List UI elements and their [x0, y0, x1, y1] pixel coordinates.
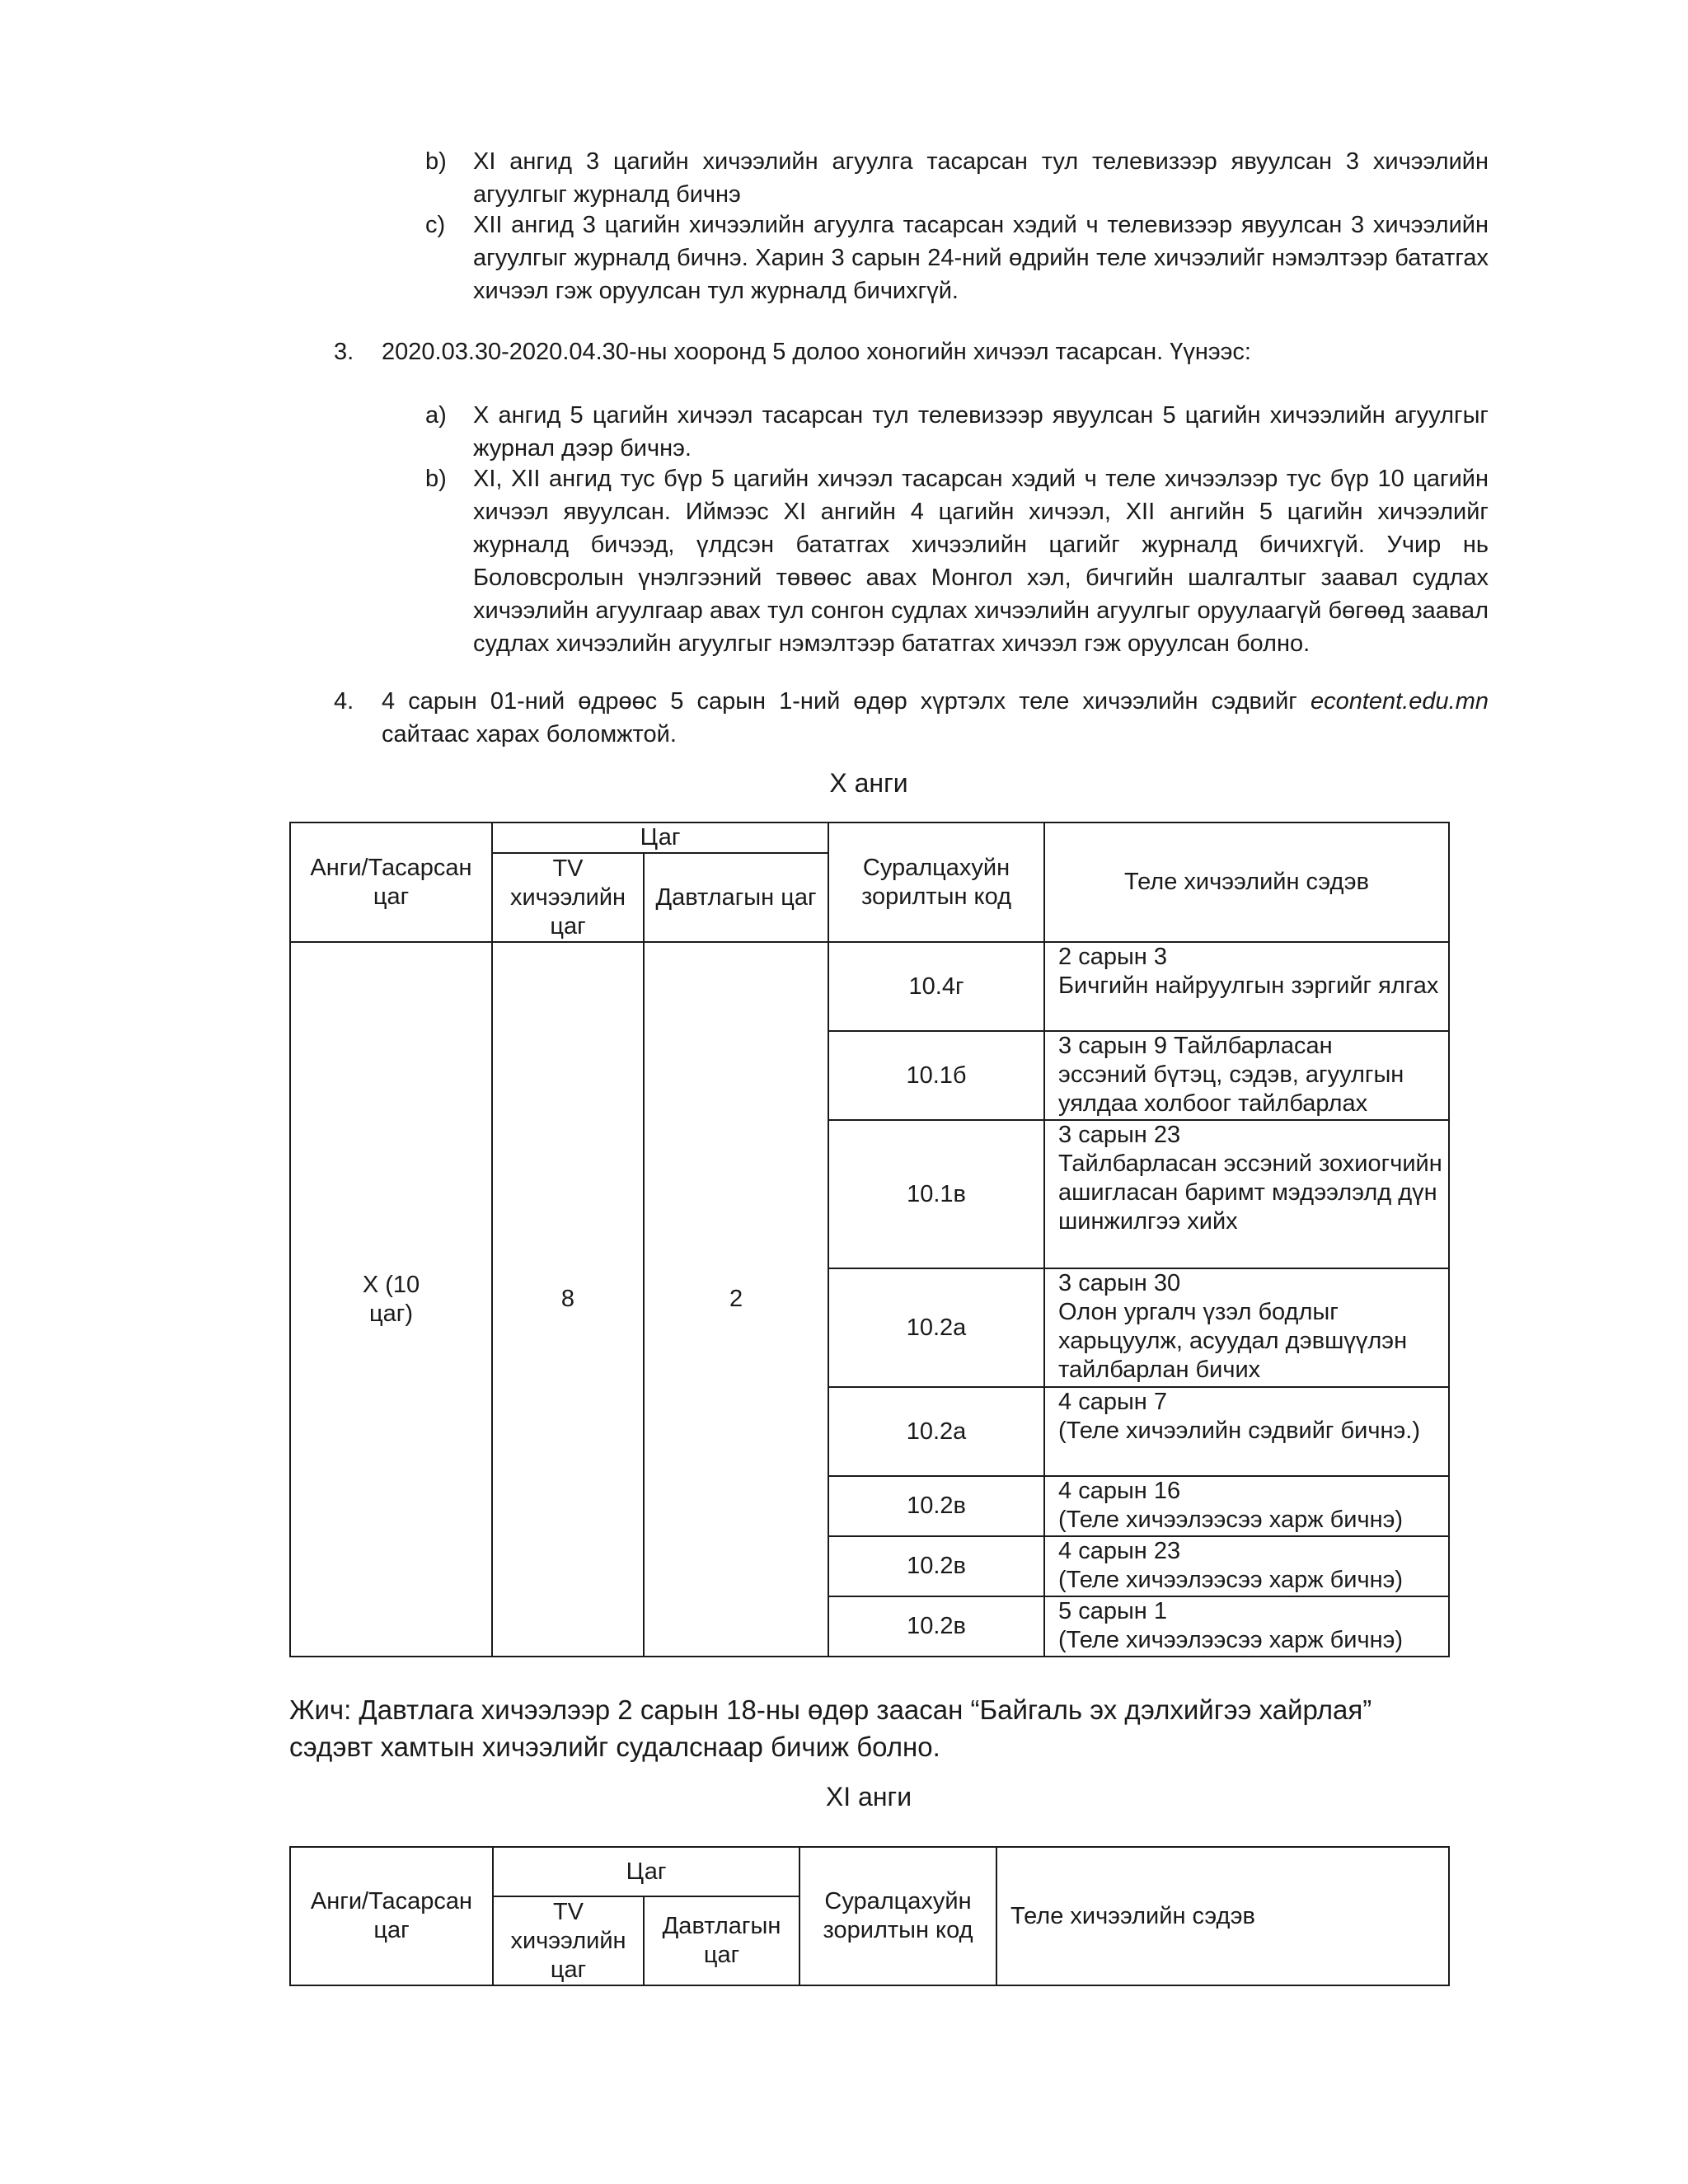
list-marker: 4. [334, 688, 354, 715]
topic-date: 3 сарын 9 Тайлбарласан [1058, 1033, 1333, 1059]
table-row [290, 942, 1449, 1031]
numbered-item-3 [334, 335, 1489, 368]
cell-review: 2 [644, 942, 828, 1657]
topic-text: Олон ургалч үзэл бодлыг харьцуулж, асуудал дэвшүүлэн тайлбарлан бичих [1058, 1299, 1408, 1383]
cell-code: 10.4г [828, 942, 1044, 1031]
list-item-text: XII ангид 3 цагийн хичээлийн агуулга тасарсан хэдий ч телевизээр явуулсан 3 хичээлийн агуулгыг журналд бичнэ. Харин 3 сарын 24-ний өдрийн теле хичээлийг нэмэлтээр бататгах хичээл гэж оруулсан тул журналд бичихгүй. [473, 212, 1489, 304]
topic-date: 3 сарын 30 [1058, 1270, 1181, 1296]
header-code: Суралцахуйн зорилтын код [799, 1847, 996, 1985]
topic-text: (Теле хичээлээсээ харж бичнэ) [1058, 1567, 1404, 1593]
cell-topic [1044, 1536, 1449, 1596]
note-text: Жич: Давтлага хичээлээр 2 сарын 18-ны өдөр заасан “Байгаль эх дэлхийгээ хайрлая” сэдэвт хамтын хичээлийг судалснаар бичиж болно. [289, 1694, 1372, 1762]
cell-class: X (10 цаг) [290, 942, 492, 1657]
header-review: Давтлагын цаг [644, 1896, 799, 1985]
cell-code: 10.2а [828, 1387, 1044, 1476]
cell-topic [1044, 1387, 1449, 1476]
list-item-3b [425, 462, 1489, 660]
header-code: Суралцахуйн зорилтын код [828, 823, 1044, 942]
list-marker: c) [425, 212, 446, 238]
cell-topic [1044, 942, 1449, 1031]
item4-text-after: сайтаас харах боломжтой. [382, 721, 677, 748]
cell-topic [1044, 1120, 1449, 1268]
cell-code: 10.1в [828, 1120, 1044, 1268]
list-item-text: XI ангид 3 цагийн хичээлийн агуулга тасарсан тул телевизээр явуулсан 3 хичээлийн агуулгыг журналд бичнэ [473, 148, 1489, 208]
list-item-b [425, 145, 1489, 211]
table-header-row [290, 1847, 1449, 1896]
topic-date: 4 сарын 16 [1058, 1478, 1181, 1504]
topic-text: (Теле хичээлээсээ харж бичнэ) [1058, 1627, 1404, 1653]
header-topic: Теле хичээлийн сэдэв [1044, 823, 1449, 942]
item4-text-before: 4 сарын 01-ний өдрөөс 5 сарын 1-ний өдөр хүртэлх теле хичээлийн сэдвийг [382, 688, 1311, 715]
cell-topic [1044, 1476, 1449, 1536]
list-item-text: X ангид 5 цагийн хичээл тасарсан тул телевизээр явуулсан 5 цагийн хичээлийн агуулгыг журнал дээр бичнэ. [473, 402, 1489, 462]
header-hours: Цаг [492, 823, 828, 853]
list-item-c [425, 209, 1489, 307]
list-marker: b) [425, 466, 447, 492]
topic-date: 3 сарын 23 [1058, 1122, 1181, 1148]
numbered-item-4 [334, 685, 1489, 751]
header-hours: Цаг [493, 1847, 799, 1896]
cell-tv: 8 [492, 942, 644, 1657]
table-x-caption: X анги [829, 768, 908, 798]
list-item-text: XI, XII ангид тус бүр 5 цагийн хичээл тасарсан хэдий ч теле хичээлээр тус бүр 10 цагийн хичээл явуулсан. Иймээс XI ангийн 4 цагийн хичээл, XII ангийн 5 цагийн хичээлийг журналд бичээд, үлдсэн бататгах хичээлийн цагийг журналд бичихгүй. Учир нь Боловсролын үнэлгээний төвөөс авах Монгол хэл, бичгийн шалгалтыг заавал судлах хичээлийн агуулгаар авах тул сонгон судлах хичээлийн агуулгыг оруулаагүй бөгөөд заавал судлах хичээлийн агуулгыг нэмэлтээр бататгах хичээл гэж оруулсан болно. [473, 466, 1489, 657]
topic-date: 2 сарын 3 [1058, 944, 1168, 970]
cell-topic [1044, 1268, 1449, 1387]
cell-code: 10.2в [828, 1476, 1044, 1536]
list-marker: b) [425, 148, 447, 175]
econtent-link[interactable]: econtent.edu.mn [1310, 688, 1489, 715]
cell-topic [1044, 1031, 1449, 1120]
topic-text: (Теле хичээлээсээ харж бичнэ) [1058, 1507, 1404, 1533]
header-review: Давтлагын цаг [644, 853, 828, 942]
table-header-row [290, 823, 1449, 853]
header-tv: TV хичээлийн цаг [492, 853, 644, 942]
topic-date: 4 сарын 23 [1058, 1538, 1181, 1564]
table-xi-caption: XI анги [825, 1782, 912, 1811]
header-topic: Теле хичээлийн сэдэв [996, 1847, 1449, 1985]
topic-text: Тайлбарласан эссэний зохиогчийн ашигласан баримт мэдээлэлд дүн шинжилгээ хийх [1058, 1151, 1442, 1235]
topic-text: Бичгийн найруулгын зэргийг ялгах [1058, 972, 1439, 999]
cell-code: 10.2в [828, 1596, 1044, 1657]
list-item-text [382, 685, 1489, 751]
topic-date: 4 сарын 7 [1058, 1389, 1168, 1415]
header-tv: TV хичээлийн цаг [493, 1896, 644, 1985]
topic-text: (Теле хичээлийн сэдвийг бичнэ.) [1058, 1418, 1420, 1444]
cell-code: 10.2а [828, 1268, 1044, 1387]
header-class: Анги/Тасарсан цаг [290, 1847, 493, 1985]
table-x [289, 822, 1450, 1657]
header-class: Анги/Тасарсан цаг [290, 823, 492, 942]
table-xi [289, 1846, 1450, 1986]
list-item-3a [425, 399, 1489, 465]
cell-code: 10.1б [828, 1031, 1044, 1120]
topic-date: 5 сарын 1 [1058, 1598, 1168, 1624]
list-marker: a) [425, 402, 447, 429]
topic-text: эссэний бүтэц, сэдэв, агуулгын уялдаа холбоог тайлбарлах [1058, 1062, 1404, 1117]
cell-topic [1044, 1596, 1449, 1657]
cell-code: 10.2в [828, 1536, 1044, 1596]
list-marker: 3. [334, 339, 354, 365]
list-item-text: 2020.03.30-2020.04.30-ны хооронд 5 долоо хоногийн хичээл тасарсан. Үүнээс: [382, 339, 1251, 365]
